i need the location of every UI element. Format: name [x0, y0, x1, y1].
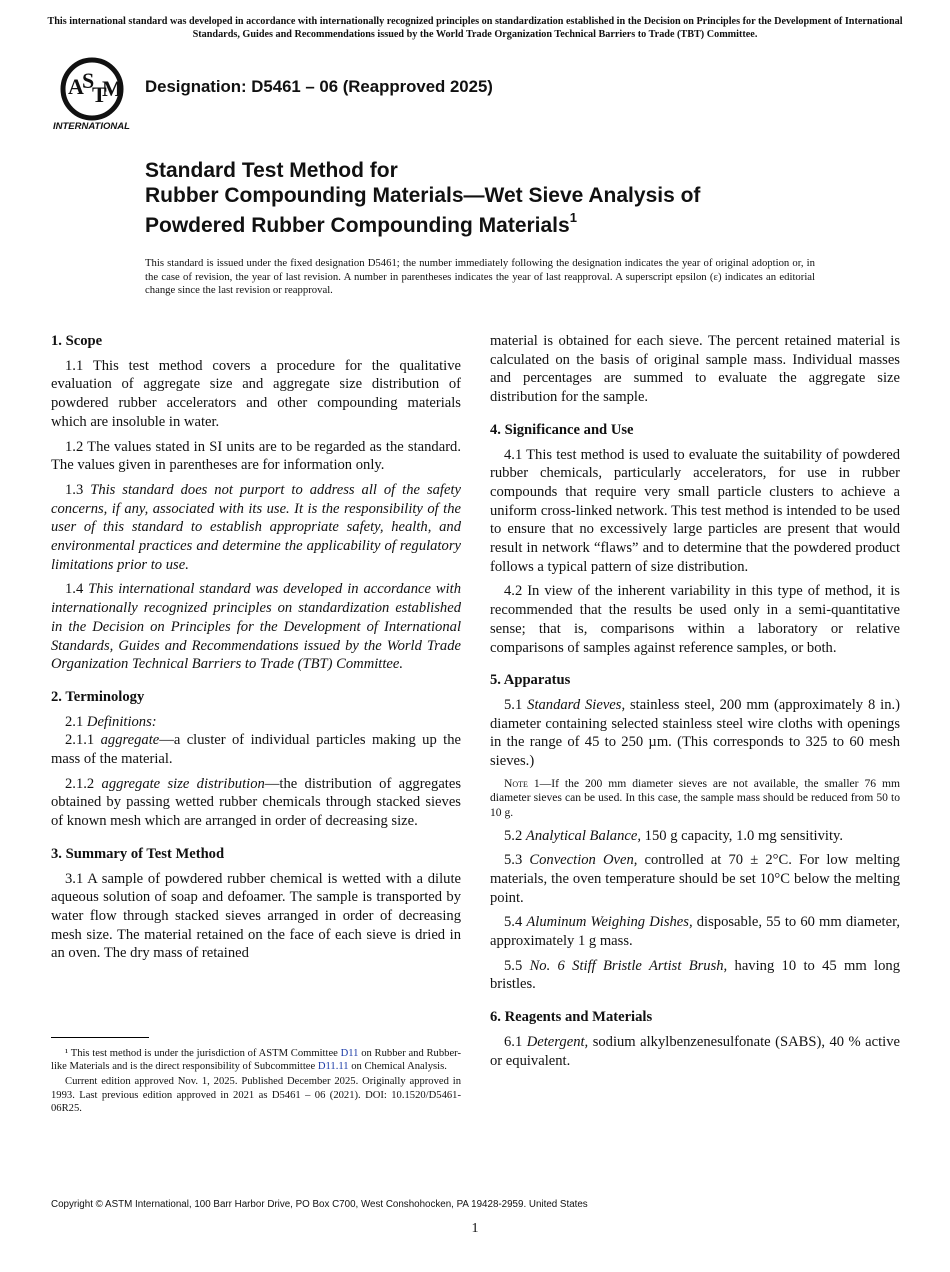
- title-footnote-mark: 1: [569, 210, 577, 225]
- section-heading: 6. Reagents and Materials: [490, 1009, 653, 1026]
- paragraph-2-1-2: 2.1.2 aggregate size distribution—the distribution of aggregates obtained by passing wetted rubber chemicals through stacked sieves of known mesh which are arranged in order of decreasing size.: [51, 775, 462, 830]
- designation: Designation: D5461 – 06 (Reapproved 2025): [145, 77, 493, 96]
- paragraph-1-1: 1.1 This test method covers a procedure for the qualitative evaluation of aggregate size and aggregate size distribution of powdered rubber accelerators and other compounding materials which are insoluble in water.: [51, 357, 461, 430]
- paragraph-1-2: 1.2 The values stated in SI units are to be regarded as the standard. The values given in parentheses are for information only.: [51, 438, 461, 474]
- section-apparatus: [490, 671, 900, 994]
- section-heading: 5. Apparatus: [490, 672, 571, 689]
- footnote-1: ¹ This test method is under the jurisdiction of ASTM Committee D11 on Rubber and Rubber-like Materials and is the direct responsibility of Subcommittee D11.11 on Chemical Analysis.: [51, 1048, 461, 1073]
- astm-logo: [52, 56, 136, 132]
- section-heading: 3. Summary of Test Method: [51, 845, 225, 862]
- footnote-2: Current edition approved Nov. 1, 2025. Published December 2025. Originally approved in 1993. Last previous edition approved in 2021 as D5461 – 06 (2021). DOI: 10.1520/D5461-06R25.: [51, 1076, 461, 1114]
- paragraph-2-1-1: 2.1.1 aggregate—a cluster of individual particles making up the mass of the material.: [51, 732, 461, 768]
- paragraph-3-1: 3.1 A sample of powdered rubber chemical is wetted with a dilute aqueous solution of soap and defoamer. The sample is transported by water flow through stacked sieves arranged in order of decreasing mesh size. The material retained on the face of each sieve is dried in an oven. The dry mass of retained: [51, 870, 461, 962]
- footnote-rule: [51, 1037, 149, 1038]
- svg-text:T: T: [92, 82, 107, 107]
- section-heading: 4. Significance and Use: [490, 421, 634, 438]
- paragraph-1-3: 1.3 This standard does not purport to address all of the safety concerns, if any, associated with its use. It is the responsibility of the user of this standard to establish appropriate safety, health, and environmental practices and determine the applicability of regulatory limitations prior to use.: [51, 481, 461, 573]
- paragraph-5-2: 5.2 Analytical Balance, 150 g capacity, 1.0 mg sensitivity.: [504, 827, 843, 844]
- section-heading: 1. Scope: [51, 333, 103, 349]
- right-column: [490, 332, 900, 1084]
- paragraph-5-1: 5.1 Standard Sieves, stainless steel, 200 mm (approximately 8 in.) diameter containing selected stainless steel wire cloths with openings in the range of 45 to 250 µm. (This corresponds to 325 to 60 mesh sieves.): [490, 696, 901, 770]
- paragraph-3-1-continued: material is obtained for each sieve. The percent retained material is calculated on the basis of original sample mass. Individual masses and percentages are summed to evaluate the aggregate size distribution for the sample.: [490, 333, 900, 406]
- document-title: [145, 159, 865, 239]
- paragraph-6-1: 6.1 Detergent, sodium alkylbenzenesulfonate (SABS), 40 % active or equivalent.: [490, 1033, 900, 1069]
- svg-text:M: M: [102, 76, 123, 101]
- title-line-3: Powdered Rubber Compounding Materials$^1$: [145, 210, 577, 237]
- paragraph-4-1: 4.1 This test method is used to evaluate the suitability of powdered rubber chemicals, particularly accelerators, for use in rubber compounds that require very small particle clusters to achieve a uniform cross-linked network. This test method is intended to be used to ensure that no excessively large particles are present that would result in network “flaws” and to determine that the powdered product follows a typical pattern of size distribution.: [490, 446, 900, 575]
- logo-text: INTERNATIONAL: [53, 121, 130, 132]
- paragraph-5-4: 5.4 Aluminum Weighing Dishes, disposable, 55 to 60 mm diameter, approximately 1 g mass.: [490, 914, 901, 950]
- title-line-2: Rubber Compounding Materials—Wet Sieve Analysis of: [145, 183, 701, 207]
- top-note: This international standard was developed in accordance with internationally recognized principles on standardization established in the Decision on Principles for the Development of International Standards, Guides and Recommendations issued by the World Trade Organization Technical Barriers to Trade (TBT) Committee.: [47, 16, 903, 40]
- title-line-1: Standard Test Method for: [145, 159, 398, 182]
- section-scope: [51, 332, 461, 674]
- section-summary-continued: [490, 332, 900, 407]
- section-reagents: [490, 1008, 900, 1070]
- copyright: Copyright © ASTM International, 100 Barr Harbor Drive, PO Box C700, West Conshohocken, PA 19428-2959. United States: [51, 1199, 588, 1210]
- subcommittee-link[interactable]: D11.11: [317, 1061, 349, 1073]
- left-column: [51, 332, 461, 977]
- section-significance: [490, 421, 900, 657]
- paragraph-5-5: 5.5 No. 6 Stiff Bristle Artist Brush, having 10 to 45 mm long bristles.: [490, 957, 900, 993]
- page-number: 1: [471, 1221, 479, 1236]
- committee-link[interactable]: D11: [340, 1048, 359, 1059]
- section-summary: [51, 845, 461, 963]
- paragraph-2-1: 2.1 Definitions:: [65, 713, 157, 730]
- paragraph-1-4: 1.4 This international standard was developed in accordance with internationally recognized principles on standardization established in the Decision on Principles for the Development of International Standards, Guides and Recommendations issued by the World Trade Organization Technical Barriers to Trade (TBT) Committee.: [51, 581, 462, 673]
- section-terminology: [51, 688, 461, 831]
- footnotes: [51, 1047, 461, 1117]
- section-heading: 2. Terminology: [51, 688, 145, 705]
- note-1: Note 1—If the 200 mm diameter sieves are not available, the smaller 76 mm diameter sieves can be used. In this case, the sample mass should be reduced from 50 to 10 g.: [490, 776, 900, 819]
- svg-text:A: A: [68, 74, 84, 99]
- svg-text:S: S: [82, 68, 95, 93]
- issue-note: This standard is issued under the fixed designation D5461; the number immediately following the designation indicates the year of original adoption or, in the case of revision, the year of last revision. A number in parentheses indicates the year of last reapproval. A superscript epsilon (ε) indicates an editorial change since the last revision or reapproval.: [145, 257, 815, 297]
- paragraph-4-2: 4.2 In view of the inherent variability in this type of method, it is recommended that the results be used only in a semi-quantitative sense; that is, comparisons within a laboratory or relative comparisons of samples against reference samples, or both.: [490, 583, 900, 656]
- paragraph-5-3: 5.3 Convection Oven, controlled at 70 ± 2°C. For low melting materials, the oven temperature should be set 10°C below the melting point.: [490, 852, 900, 906]
